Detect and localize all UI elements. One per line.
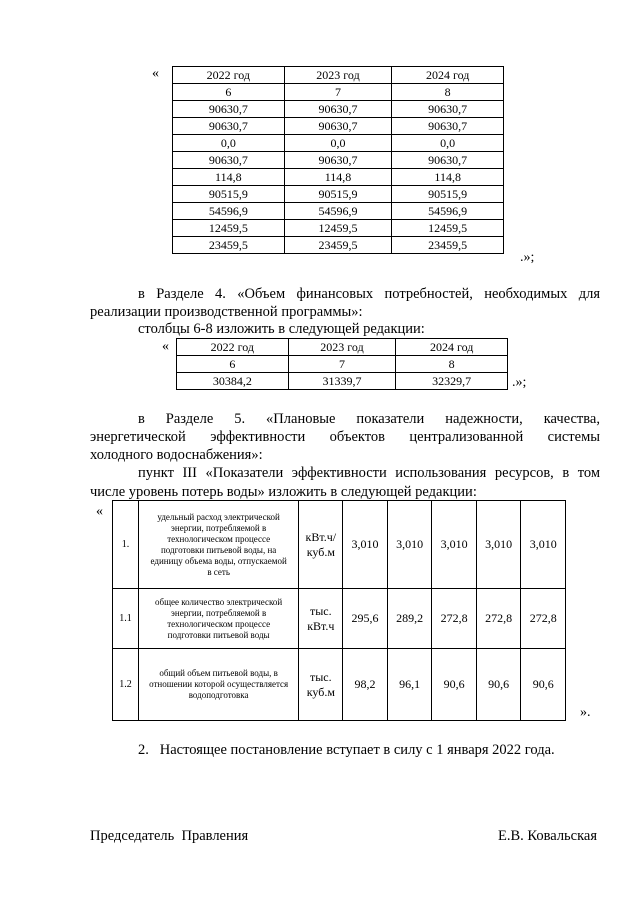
table-cell: 0,0: [284, 135, 392, 152]
header-cell: 2024 год: [392, 67, 504, 84]
table-cell: 7: [288, 356, 396, 373]
table-row: [113, 501, 566, 589]
table-cell: 30384,2: [177, 373, 289, 390]
table-cell: 12459,5: [284, 220, 392, 237]
table-cell: 90630,7: [173, 101, 285, 118]
table-header-row: [173, 67, 504, 84]
value-cell: 272,8: [476, 589, 521, 649]
table-cell: 6: [173, 84, 285, 101]
row-unit: тыс. кВт.ч: [299, 589, 343, 649]
value-cell: 98,2: [343, 649, 388, 721]
section5-line4: пункт III «Показатели эффективности использования ресурсов, в том: [138, 465, 600, 481]
table-cell: 8: [396, 356, 508, 373]
quote-close-3: ».: [580, 705, 591, 720]
value-cell: 295,6: [343, 589, 388, 649]
quote-close-1: .»;: [520, 250, 535, 265]
table-row: [173, 203, 504, 220]
table-row: [177, 373, 508, 390]
section5-line3: холодного водоснабжения»:: [90, 447, 263, 463]
table-row: [113, 589, 566, 649]
value-cell: 272,8: [521, 589, 566, 649]
table-cell: 90630,7: [284, 101, 392, 118]
table-cell: 0,0: [392, 135, 504, 152]
signature-position: Председатель Правления: [90, 828, 249, 844]
table-row: [173, 186, 504, 203]
table-cell: 114,8: [173, 169, 285, 186]
table-cell: 23459,5: [392, 237, 504, 254]
table-row: [173, 220, 504, 237]
value-cell: 3,010: [476, 501, 521, 589]
table-cell: 54596,9: [173, 203, 285, 220]
table-cell: 114,8: [284, 169, 392, 186]
value-cell: 3,010: [343, 501, 388, 589]
efficiency-table: [112, 500, 566, 721]
table-cell: 12459,5: [173, 220, 285, 237]
table-cell: 12459,5: [392, 220, 504, 237]
table-row: [173, 118, 504, 135]
header-cell: 2023 год: [284, 67, 392, 84]
section5-line5: числе уровень потерь воды» изложить в следующей редакции:: [90, 484, 477, 500]
value-cell: 3,010: [521, 501, 566, 589]
table-cell: 90630,7: [392, 101, 504, 118]
table-cell: 90630,7: [392, 152, 504, 169]
section4-line1: в Разделе 4. «Объем финансовых потребностей, необходимых для: [138, 286, 600, 302]
header-cell: 2022 год: [177, 339, 289, 356]
row-unit: кВт.ч/ куб.м: [299, 501, 343, 589]
table-row: [173, 84, 504, 101]
table-cell: 54596,9: [392, 203, 504, 220]
table-cell: 23459,5: [284, 237, 392, 254]
quote-close-2: .»;: [512, 375, 527, 390]
table-cell: 90630,7: [284, 152, 392, 169]
row-description: удельный расход электрической энергии, потребляемой в технологическом процессе подготовки питьевой воды, на единицу объема воды, отпускаемой в сеть: [138, 501, 298, 589]
table-row: [173, 169, 504, 186]
table-cell: 54596,9: [284, 203, 392, 220]
table-cell: 32329,7: [396, 373, 508, 390]
table-cell: 90515,9: [284, 186, 392, 203]
section5-line1: в Разделе 5. «Плановые показатели надежности, качества,: [138, 411, 600, 427]
table-cell: 31339,7: [288, 373, 396, 390]
quote-open-1: «: [152, 66, 159, 81]
row-description: общий объем питьевой воды, в отношении которой осуществляется водоподготовка: [138, 649, 298, 721]
section5-line2: энергетической эффективности объектов централизованной системы: [90, 429, 600, 445]
row-index: 1.: [113, 501, 139, 589]
value-cell: 90,6: [476, 649, 521, 721]
value-cell: 3,010: [432, 501, 477, 589]
table-row: [173, 237, 504, 254]
table-cell: 8: [392, 84, 504, 101]
row-unit: тыс. куб.м: [299, 649, 343, 721]
table-row: [177, 356, 508, 373]
row-description: общее количество электрической энергии, потребляемой в технологическом процессе подготовки питьевой воды: [138, 589, 298, 649]
item-2-text: 2. Настоящее постановление вступает в силу с 1 января 2022 года.: [138, 742, 555, 758]
table-row: [173, 135, 504, 152]
financial-table-1: [172, 66, 504, 254]
table-row: [173, 101, 504, 118]
table-cell: 90515,9: [173, 186, 285, 203]
table-cell: 0,0: [173, 135, 285, 152]
table-cell: 90630,7: [173, 152, 285, 169]
row-index: 1.1: [113, 589, 139, 649]
quote-open-2: «: [162, 339, 169, 354]
section4-line2: реализации производственной программы»:: [90, 304, 363, 320]
header-cell: 2024 год: [396, 339, 508, 356]
value-cell: 96,1: [387, 649, 432, 721]
table-cell: 90630,7: [173, 118, 285, 135]
signature-name: Е.В. Ковальская: [498, 828, 598, 844]
quote-open-3: «: [96, 504, 103, 519]
row-index: 1.2: [113, 649, 139, 721]
table-header-row: [177, 339, 508, 356]
value-cell: 3,010: [387, 501, 432, 589]
value-cell: 90,6: [432, 649, 477, 721]
table-cell: 6: [177, 356, 289, 373]
table-cell: 90515,9: [392, 186, 504, 203]
table-cell: 23459,5: [173, 237, 285, 254]
table-cell: 90630,7: [284, 118, 392, 135]
financial-table-2: [176, 338, 508, 390]
header-cell: 2023 год: [288, 339, 396, 356]
header-cell: 2022 год: [173, 67, 285, 84]
value-cell: 289,2: [387, 589, 432, 649]
table-cell: 7: [284, 84, 392, 101]
table-cell: 90630,7: [392, 118, 504, 135]
value-cell: 90,6: [521, 649, 566, 721]
table-row: [173, 152, 504, 169]
value-cell: 272,8: [432, 589, 477, 649]
section4-line3: столбцы 6-8 изложить в следующей редакции:: [138, 321, 425, 337]
table-row: [113, 649, 566, 721]
table-cell: 114,8: [392, 169, 504, 186]
